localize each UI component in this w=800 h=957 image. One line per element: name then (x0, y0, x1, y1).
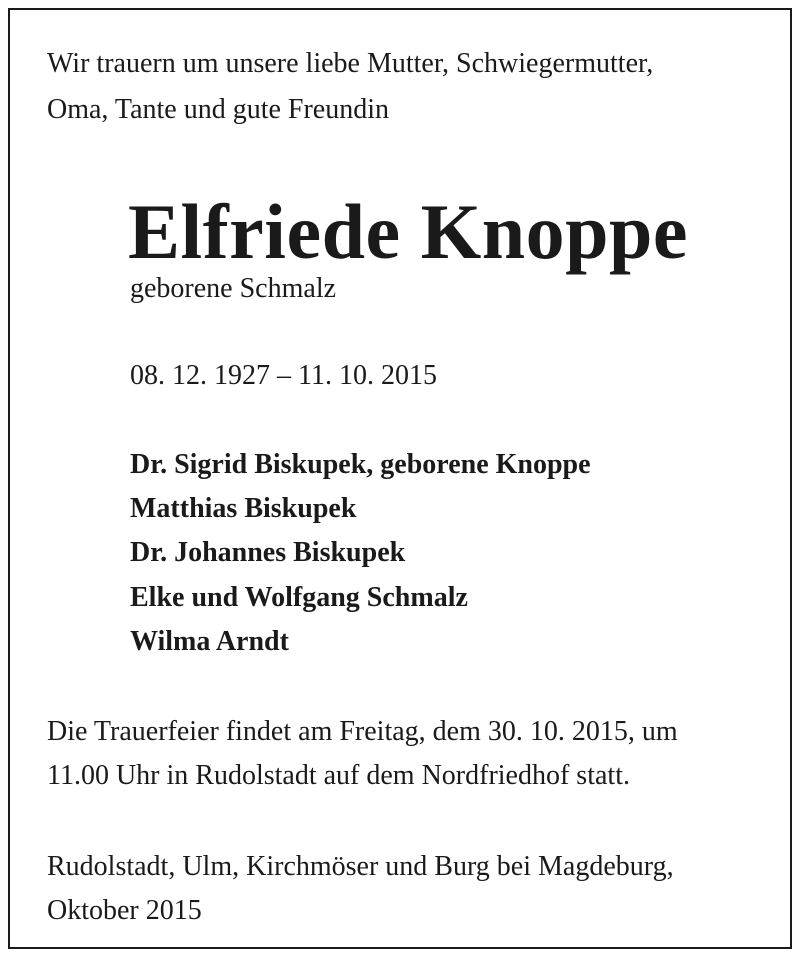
place-line: Rudolstadt, Ulm, Kirchmöser und Burg bei Magdeburg, (47, 851, 674, 882)
life-dates: 08. 12. 1927 – 11. 10. 2015 (130, 360, 437, 391)
mourner-name: Dr. Sigrid Biskupek, geborene Knoppe (130, 449, 591, 480)
funeral-info-line-2: 11.00 Uhr in Rudolstadt auf dem Nordfriedhof statt. (47, 760, 630, 791)
mourner-name: Matthias Biskupek (130, 493, 357, 524)
intro-line-2: Oma, Tante und gute Freundin (47, 94, 390, 125)
mourner-name: Wilma Arndt (130, 626, 289, 657)
date-line: Oktober 2015 (47, 895, 202, 926)
obituary-frame (8, 8, 792, 949)
deceased-name: Elfriede Knoppe (128, 188, 689, 275)
mourner-name: Dr. Johannes Biskupek (130, 537, 406, 568)
maiden-name: geborene Schmalz (130, 273, 337, 304)
intro-line-1: Wir trauern um unsere liebe Mutter, Schwiegermutter, (47, 48, 654, 79)
mourner-name: Elke und Wolfgang Schmalz (130, 582, 468, 613)
funeral-info-line-1: Die Trauerfeier findet am Freitag, dem 30. 10. 2015, um (47, 716, 678, 747)
